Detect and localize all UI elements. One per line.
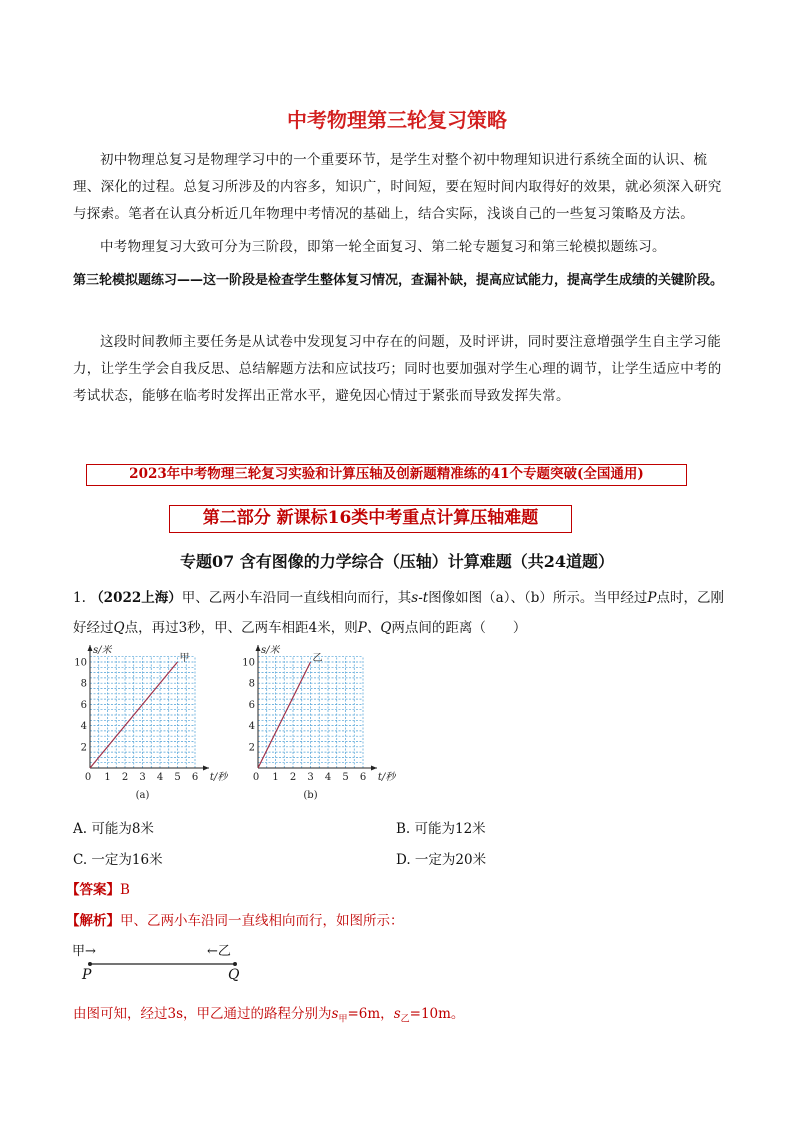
chart-a [74, 645, 229, 801]
option-a[interactable]: A. 可能为8米 [73, 821, 154, 837]
x-tick-label: 6 [359, 772, 367, 783]
s-yi-value: =10m。 [409, 1006, 465, 1022]
page-title: 中考物理第三轮复习策略 [287, 108, 507, 132]
y-tick-label: 6 [248, 699, 255, 711]
y-tick-label: 2 [248, 742, 255, 754]
x-tick-label: 2 [289, 772, 297, 783]
yi-label: ←乙 [207, 944, 231, 959]
chart-b [242, 645, 397, 801]
x-axis-arrow [203, 766, 209, 771]
s-yi-symbol: s [393, 1006, 401, 1022]
option-c[interactable]: C. 一定为16米 [73, 852, 163, 868]
x-tick-label: 4 [156, 772, 164, 783]
x-tick-label: 5 [174, 772, 181, 783]
question-text: 图像如图（a）、（b）所示。当甲经过 [428, 590, 648, 606]
question-text: 两点间的距离（ ） [391, 620, 527, 636]
y-tick-label: 4 [80, 721, 87, 733]
x-tick-label: 6 [191, 772, 199, 783]
x-tick-label: 0 [84, 772, 92, 783]
question-1 [73, 583, 733, 643]
analysis-line-1 [73, 1002, 464, 1025]
y-axis-arrow [256, 645, 261, 651]
part-banner: 第二部分 新课标16类中考重点计算压轴难题 [169, 505, 572, 533]
series-label: 甲 [179, 653, 190, 664]
question-source: （2022上海） [90, 590, 182, 606]
question-text: 点时，乙刚好经过 [73, 590, 724, 636]
intro-paragraph-2: 中考物理复习大致可分为三阶段，即第一轮全面复习、第二轮专题复习和第三轮模拟题练习。 [100, 239, 666, 255]
x-tick-label: 4 [324, 772, 332, 783]
x-tick-label: 0 [252, 772, 260, 783]
jia-label: 甲→ [72, 944, 96, 959]
s-jia-value: =6m， [347, 1006, 394, 1022]
y-tick-label: 8 [80, 678, 87, 690]
x-tick-label: 1 [104, 772, 111, 783]
y-tick-label: 10 [242, 657, 255, 669]
s-jia-symbol: s [331, 1006, 339, 1022]
segment-pq [72, 940, 272, 990]
question-number: 1. [73, 590, 86, 606]
analysis-tag: 【解析】 [66, 913, 120, 929]
answer-tag: 【答案】 [66, 882, 120, 898]
y-tick-label: 4 [248, 721, 255, 733]
option-d[interactable]: D. 一定为20米 [396, 852, 487, 868]
x-axis-arrow [371, 766, 377, 771]
x-tick-label: 1 [272, 772, 279, 783]
y-axis-label: s/米 [93, 645, 112, 657]
option-b[interactable]: B. 可能为12米 [396, 821, 486, 837]
point-p: P [647, 590, 657, 606]
x-tick-label: 5 [342, 772, 349, 783]
x-tick-label: 3 [307, 772, 314, 783]
analysis [66, 909, 404, 929]
question-text: 点，再过3秒，甲、乙两车相距4米，则 [124, 620, 358, 636]
s-yi-sub: 乙 [400, 1014, 410, 1025]
x-axis-label: t/秒 [209, 772, 228, 783]
analysis-text: 甲、乙两小车沿同一直线相向而行，如图所示： [120, 913, 404, 929]
x-axis-label: t/秒 [377, 772, 396, 783]
x-tick-label: 2 [121, 772, 129, 783]
y-tick-label: 8 [248, 678, 255, 690]
topic-subtitle: 专题07 含有图像的力学综合（压轴）计算难题（共24道题） [179, 552, 615, 571]
y-axis-arrow [88, 645, 93, 651]
chart-caption: (a) [135, 790, 150, 801]
question-text: 甲、乙两小车沿同一直线相向而行，其 [181, 590, 412, 606]
y-tick-label: 2 [80, 742, 87, 754]
point-q-label: Q [228, 967, 240, 983]
y-axis-label: s/米 [261, 645, 280, 657]
intro-paragraph-1: 初中物理总复习是物理学习中的一个重要环节，是学生对整个初中物理知识进行系统全面的认识、梳理、深化的过程。总复习所涉及的内容多，知识广，时间短，要在短时间内取得好的效果，就必须深入研究与探索。笔者在认真分析近几年物理中考情况的基础上，结合实际，浅谈自己的一些复习策略及方法。 [73, 152, 722, 222]
analysis-line-text: 由图可知，经过3s，甲乙通过的路程分别为 [73, 1006, 332, 1022]
answer-value: B [120, 882, 130, 898]
s-jia-sub: 甲 [338, 1014, 348, 1025]
motion-diagram [72, 940, 272, 990]
series-label: 乙 [312, 653, 323, 664]
st-symbol: s-t [411, 590, 429, 606]
st-graphs [70, 645, 400, 810]
answer [66, 878, 130, 898]
series-banner: 2023年中考物理三轮复习实验和计算压轴及创新题精准练的41个专题突破(全国通用) [86, 464, 687, 486]
intro-paragraph-3: 第三轮模拟题练习——这一阶段是检查学生整体复习情况，查漏补缺，提高应试能力，提高学生成绩的关键阶段。 [73, 273, 724, 288]
x-tick-label: 3 [139, 772, 146, 783]
intro-paragraph-4: 这段时间教师主要任务是从试卷中发现复习中存在的问题，及时评讲，同时要注意增强学生自主学习能力，让学生学会自我反思、总结解题方法和应试技巧；同时也要加强对学生心理的调节，让学生适应中考的考试状态，能够在临考时发挥出正常水平，避免因心情过于紧张而导致发挥失常。 [73, 334, 722, 404]
point-p-label: P [82, 967, 92, 983]
point-q: Q [113, 620, 125, 636]
y-tick-label: 6 [80, 699, 87, 711]
y-tick-label: 10 [74, 657, 87, 669]
chart-caption: (b) [303, 790, 318, 801]
points-pq: P、Q [357, 620, 392, 636]
